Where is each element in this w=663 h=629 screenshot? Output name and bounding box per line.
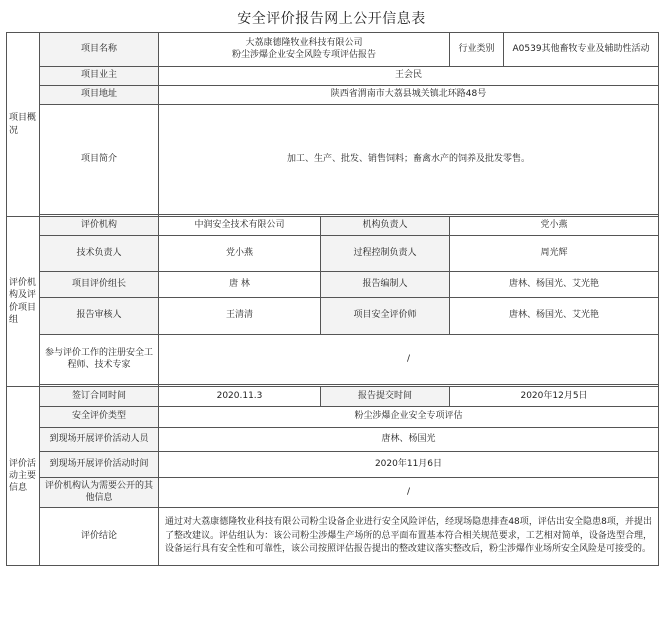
report-writer-value: 唐林、杨国光、艾光艳	[450, 272, 659, 298]
submit-date-value: 2020年12月5日	[450, 387, 659, 407]
assessment-type-label: 安全评价类型	[40, 407, 159, 428]
org-label: 评价机构	[40, 217, 159, 236]
onsite-staff-label: 到现场开展评价活动人员	[40, 428, 159, 452]
onsite-time-label: 到现场开展评价活动时间	[40, 452, 159, 478]
conclusion-label: 评价结论	[40, 508, 159, 566]
intro-label: 项目简介	[40, 105, 159, 215]
report-writer-label: 报告编制人	[321, 272, 450, 298]
project-name-line2: 粉尘涉爆企业安全风险专项评估报告	[232, 49, 377, 60]
org-head-label: 机构负责人	[321, 217, 450, 236]
tech-lead-value: 党小燕	[159, 236, 321, 272]
conclusion-value: 通过对大荔康德隆牧业科技有限公司粉尘设备企业进行安全风险评估，经现场隐患排查48项，评估出安全隐患8项，并提出了整改建议。评估组认为：该公司粉尘涉爆生产场所的总平面布置基本符合相关规范要求，工艺相对简单，设备选型合理，设备运行具有安全性和可靠性，该公司按照评估报告提出的整改建议落实整改后，粉尘涉爆作业场所安全风险是可接受的。	[159, 508, 659, 566]
section-org: 评价机构及评价项目组	[7, 217, 40, 387]
team-leader-label: 项目评价组长	[40, 272, 159, 298]
report-reviewer-label: 报告审核人	[40, 298, 159, 335]
process-control-value: 周光辉	[450, 236, 659, 272]
owner-value: 王会民	[159, 67, 659, 86]
tech-lead-label: 技术负责人	[40, 236, 159, 272]
other-info-label: 评价机构认为需要公开的其他信息	[40, 478, 159, 508]
assessment-type-value: 粉尘涉爆企业安全专项评估	[159, 407, 659, 428]
process-control-label: 过程控制负责人	[321, 236, 450, 272]
address-label: 项目地址	[40, 86, 159, 105]
contract-date-label: 签订合同时间	[40, 387, 159, 407]
other-info-value: /	[159, 478, 659, 508]
org-head-value: 党小燕	[450, 217, 659, 236]
section-overview: 项目概况	[7, 33, 40, 217]
safety-assessor-value: 唐林、杨国光、艾光艳	[450, 298, 659, 335]
address-value: 陕西省渭南市大荔县城关镇北环路48号	[159, 86, 659, 105]
industry-value: A0539其他畜牧专业及辅助性活动	[504, 33, 659, 67]
section-activities: 评价活动主要信息	[7, 387, 40, 566]
owner-label: 项目业主	[40, 67, 159, 86]
onsite-time-value: 2020年11月6日	[159, 452, 659, 478]
safety-assessor-label: 项目安全评价师	[321, 298, 450, 335]
engineer-label: 参与评价工作的注册安全工程师、技术专家	[40, 335, 159, 385]
contract-date-value: 2020.11.3	[159, 387, 321, 407]
project-name-value	[159, 33, 450, 67]
industry-label: 行业类别	[450, 33, 504, 67]
project-name-line1: 大荔康德隆牧业科技有限公司	[245, 37, 363, 48]
org-value: 中润安全技术有限公司	[159, 217, 321, 236]
report-reviewer-value: 王清清	[159, 298, 321, 335]
submit-date-label: 报告提交时间	[321, 387, 450, 407]
intro-value: 加工、生产、批发、销售饲料；畜禽水产的饲养及批发零售。	[159, 105, 659, 215]
project-name-label: 项目名称	[40, 33, 159, 67]
team-leader-value: 唐 林	[159, 272, 321, 298]
info-table	[6, 32, 659, 566]
engineer-value: /	[159, 335, 659, 385]
page-title: 安全评价报告网上公开信息表	[237, 11, 426, 27]
onsite-staff-value: 唐林、杨国光	[159, 428, 659, 452]
